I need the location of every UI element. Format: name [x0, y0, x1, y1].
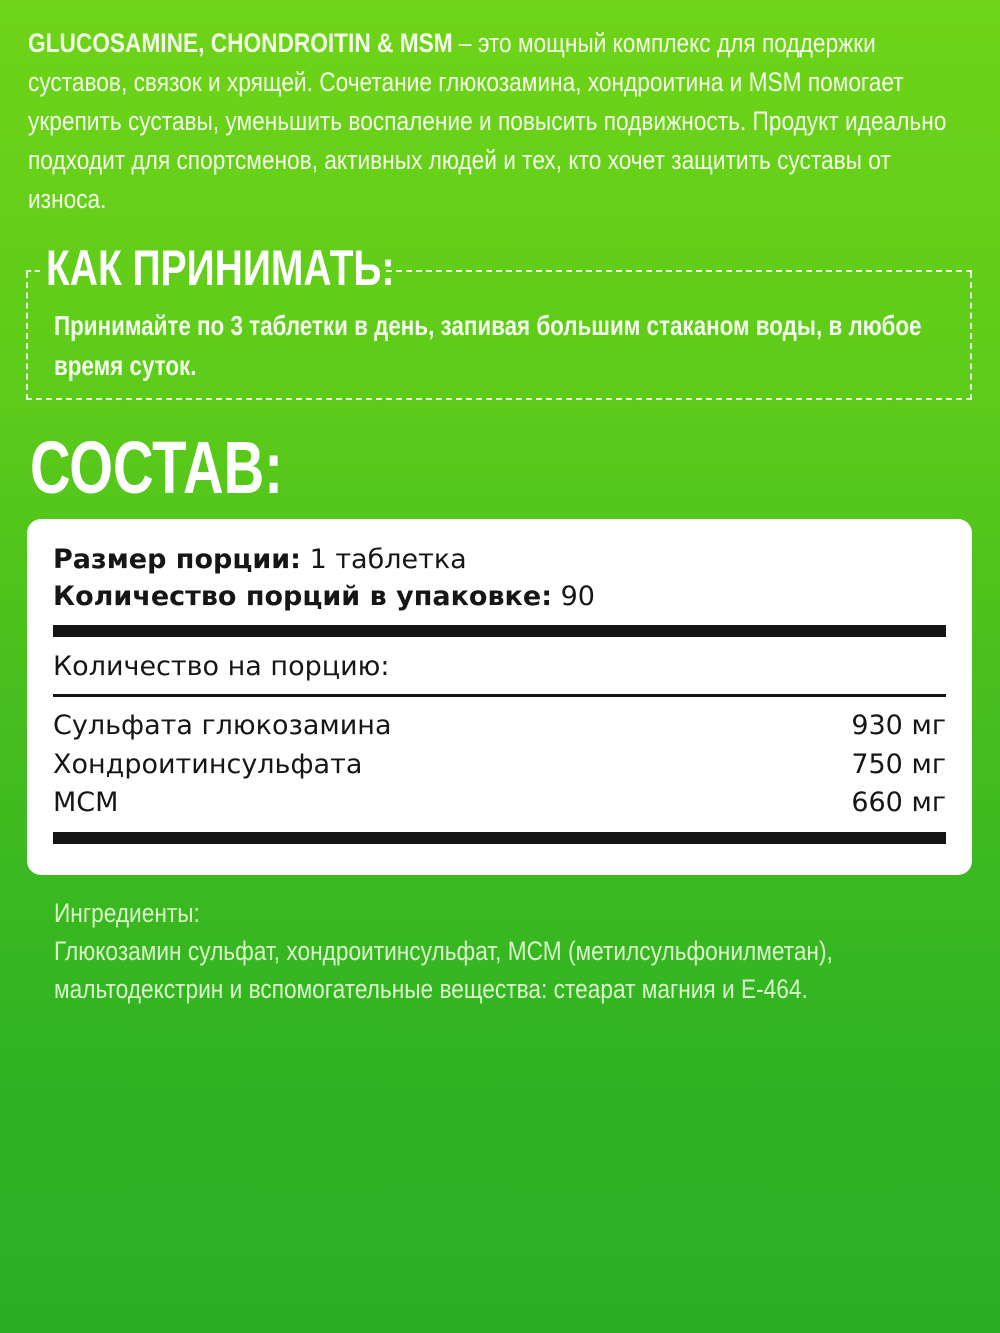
serving-size-label: Размер порции:: [53, 544, 301, 575]
product-name: GLUCOSAMINE, CHONDROITIN & MSM: [28, 28, 453, 58]
servings-per-container-row: [53, 580, 946, 614]
ingredient-amount: 750 мг: [851, 749, 946, 780]
ingredient-amount: 930 мг: [851, 710, 946, 741]
ingredient-name: МСМ: [53, 787, 119, 818]
servings-per-container-label: Количество порций в упаковке:: [53, 581, 552, 612]
howto-title: КАК ПРИНИМАТЬ:: [46, 240, 395, 296]
ingredient-name: Хондроитинсульфата: [53, 749, 363, 780]
ingredient-row: [53, 786, 946, 820]
thin-divider: [53, 694, 946, 697]
ingredients-text: Глюкозамин сульфат, хондроитинсульфат, МСМ (метилсульфонилметан), мальтодекстрин и вспомогательные вещества: стеарат магния и Е-464.: [54, 936, 833, 1004]
product-description: [28, 24, 969, 219]
ingredient-row: [53, 748, 946, 782]
thick-divider-top: [53, 625, 946, 637]
servings-per-container-value: 90: [552, 581, 595, 612]
ingredient-name: Сульфата глюкозамина: [53, 710, 392, 741]
ingredient-row: [53, 709, 946, 743]
product-description-text: – это мощный комплекс для поддержки суставов, связок и хрящей. Сочетание глюкозамина, хондроитина и MSM помогает укрепить суставы, уменьшить воспаление и повысить подвижность. Продукт идеально подходит для спортсменов, активных людей и тех, кто хочет защитить суставы от износа.: [28, 28, 947, 214]
serving-size-row: [53, 543, 946, 577]
serving-size-value: 1 таблетка: [300, 544, 467, 575]
per-serving-label: Количество на порцию:: [53, 651, 390, 682]
thick-divider-bottom: [53, 832, 946, 844]
ingredient-amount: 660 мг: [851, 787, 946, 818]
ingredients-block: [54, 894, 978, 1008]
composition-title: СОСТАВ:: [30, 426, 283, 509]
howto-text: Принимайте по 3 таблетки в день, запивая большим стаканом воды, в любое время суток.: [54, 310, 922, 381]
nutrition-panel: [27, 519, 972, 875]
ingredients-label: Ингредиенты:: [54, 898, 200, 928]
per-serving-row: [53, 650, 946, 684]
